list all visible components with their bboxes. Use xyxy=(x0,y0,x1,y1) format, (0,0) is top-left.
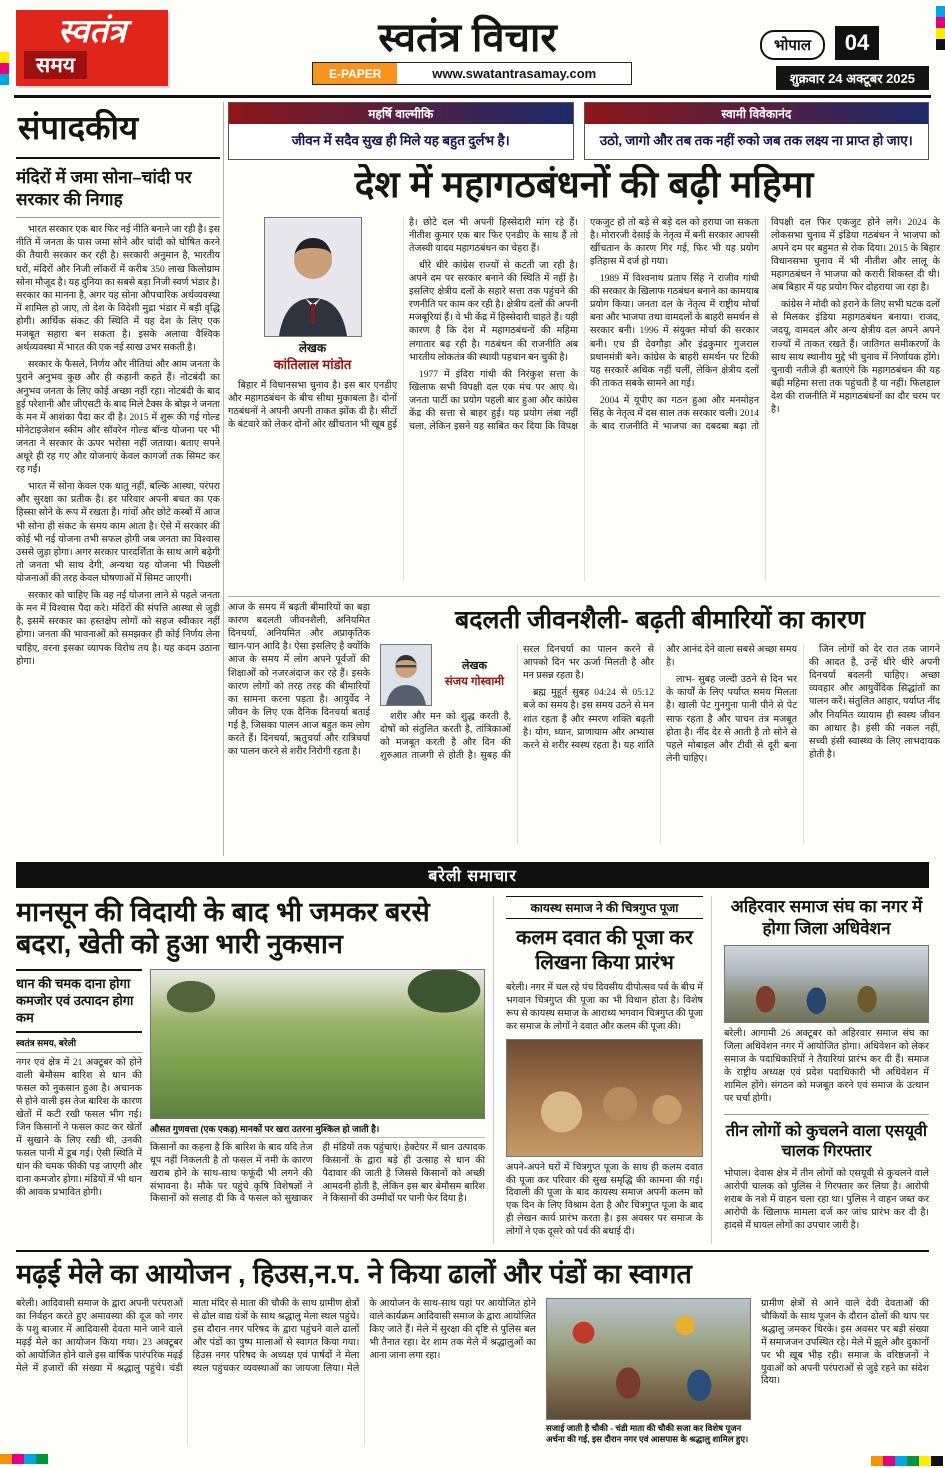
monsoon-body: किसानों का कहना है कि बारिश के बाद यदि तेज धूप नहीं निकलती है तो फसल में नमी के कारण खराब होने के साथ-साथ फफूंदी भी लगने की संभावना है। मौके पर पहुंचे कृषि विशेषज्ञों ने किसानों को सलाह दी कि वे फसल को सुखाकर ही मंडियों तक पहुंचाएं। हेक्टेयर में धान उत्पादक किसानों के द्वारा बड़े ही उत्साह से धान की पैदावार की जाती है जिससे किसानों को अच्छी आमदनी होती है, लेकिन इस बार बेमौसम बारिश ने किसानों की उम्मीदों पर पानी फेर दिया है। xyxy=(150,1142,485,1205)
quote-author: स्वामी विवेकानंद xyxy=(585,103,929,124)
epaper-badge xyxy=(312,62,632,85)
mela-body-left: बरेली। आदिवासी समाज के द्वारा अपनी परंपराओं का निर्वहन करते हुए अमावस्या की दूज को नगर के पशु बाजार में आदिवासी देवता माने जाने वाले मढ़ई मेले का आयोजन किया गया। 23 अक्टूबर को आयोजित होने वाले इस वार्षिक पारंपरिक मढ़ई मेले में हजारों की संख्या में श्रद्धालु पहुंचे। चंडी माता मंदिर से माता की चौकी के साथ ग्रामीण क्षेत्रों से ढोल वाद्य यंत्रों के साथ श्रद्धालु मेला स्थल पहुंचे। इस दौरान नगर परिषद के द्वारा पहुंचने वाले ढालों और पंडों का पुष्प मालाओं से स्वागत किया गया। हिउस नगर परिषद के अध्यक्ष एवं पार्षदों ने मेला स्थल पहुंचकर व्यवस्थाओं का जायजा लिया। मेले के आयोजन के साथ-साथ यहां पर आयोजित होने वाले कार्यक्रम आदिवासी समाज के द्वारा आयोजित किए जाते हैं। मेले में सुरक्षा की दृष्टि से पुलिस बल भी तैनात रहा। देर शाम तक मेले में श्रद्धालुओं का आना जाना लगा रहा। xyxy=(16,1299,536,1374)
editorial-section-title: संपादकीय xyxy=(16,102,220,159)
lead-paragraph: 1977 में इंदिरा गांधी की निरंकुश सत्ता के खिलाफ सभी विपक्षी दल एक मंच पर आए थे। जनता पार्टी का प्रयोग पहली बार हुआ और कांग्रेस केंद्र की सत्ता से बाहर हुई। यह प्रयोग लंबा नहीं चला, लेकिन इसने यह साबित कर दिया कि विपक्ष एकजुट हो तो बड़े से बड़े दल को हराया जा सकता है। मोरारजी देसाई के नेतृत्व में बनी सरकार आपसी खींचतान के कारण गिर गई, फिर भी यह प्रयोग इतिहास में दर्ज हो गया। xyxy=(409,217,759,433)
byline: स्वतंत्र समय, बरेली xyxy=(16,1033,142,1053)
author-name: संजय गोस्वामी xyxy=(444,675,505,688)
edition-badge: भोपाल xyxy=(760,30,825,60)
pooja-text: अपने-अपने घरों में चित्रगुप्त पूजा के साथ ही कलम दवात की पूजा कर परिवार की सुख समृद्धि की कामना की गई। दिवाली की पूजा के बाद कायस्थ समाज अपनी कलम को एक दिन के लिए विश्राम देता है और चित्रगुप्त पूजा के बाद ही लेखन कार्य प्रारंभ करता है। इस अवसर पर समाज के लोगों ने एक दूसरे को पर्व की बधाई दी। xyxy=(506,1162,703,1238)
page-number: 04 xyxy=(835,26,879,60)
lead-article xyxy=(228,164,940,588)
adhiveshan-headline: अहिरवार समाज संघ का नगर में होगा जिला अधिवेशन xyxy=(730,897,923,939)
quote-author: महर्षि वाल्मीकि xyxy=(229,103,573,124)
quote-card xyxy=(584,102,930,160)
editorial-paragraph: भारत में सोना केवल एक धातु नहीं, बल्कि आस्था, परंपरा और सुरक्षा का प्रतीक है। हर परिवार अपनी बचत का एक हिस्सा सोने के रूप में रखता है। गांवों और छोटे कस्बों में आज भी सोना ही संकट के समय काम आता है। ऐसे में सरकार की कोई भी नई योजना तभी सफल होगी जब जनता का विश्वास उससे जुड़ा होगा। अगर सरकार पारदर्शिता के साथ आगे बढ़ेगी तो जनता भी साथ देगी, अन्यथा यह योजना भी पिछली योजनाओं की तरह केवल घोषणाओं में सिमट जाएगी। xyxy=(16,482,220,585)
author-label: लेखक xyxy=(462,660,487,673)
photo-caption: औसत गुणवत्ता (एक एकड़) मानकों पर खरा उतरना मुश्किल हो जाती है। xyxy=(150,1119,485,1138)
editorial-body xyxy=(16,218,220,669)
masthead-logo xyxy=(16,10,168,86)
date-bar: शुक्रवार 24 अक्टूबर 2025 xyxy=(776,66,929,90)
monsoon-left-text: नगर एवं क्षेत्र में 21 अक्टूबर को होने वाली बेमौसम बारिश से धान की फसल को नुकसान हुआ है। अचानक से होने वाली इस तेज बारिश के कारण खेतों में कटी रखी फसल भीग गई। जिन किसानों ने फसल काट कर खेतों में सुखाने के लिए रखी थी, उनकी फसल पानी में डूब गई। ऐसी स्थिति में धान की चमक फीकी पड़ जाएगी और दाना कमजोर होगा। मंडियों में भी धान की आवक प्रभावित होगी। xyxy=(16,1058,142,1198)
epaper-url[interactable]: www.swatantrasamay.com xyxy=(432,66,597,81)
right-news-column xyxy=(724,896,929,1244)
lifestyle-body xyxy=(380,644,940,844)
quote-text: उठो, जागो और तब तक नहीं रुको जब तक लक्ष्य ना प्राप्त हो जाए। xyxy=(599,133,913,149)
pooja-kicker: कायस्थ समाज ने की चित्रगुप्त पूजा xyxy=(506,896,703,919)
lifestyle-paragraph: शरीर और मन को शुद्ध करती है, दोषों को संतुलित करती है, तांत्रिकाओं को मजबूत करती है और दिन की शुरुआत ताजगी से होती है। सुबह की सरल दिनचर्या का पालन करने से आपको दिन भर ऊर्जा मिलती है और मन प्रसन्न रहता है। xyxy=(380,645,654,762)
lead-paragraph: 2004 में यूपीए का गठन हुआ और मनमोहन सिंह के नेतृत्व में दस साल तक सरकार चली। 2014 के बाद राजनीति में भाजपा का दबदबा बढ़ा तो विपक्षी दल फिर एकजुट होने लगे। 2024 के लोकसभा चुनाव में इंडिया गठबंधन ने भाजपा को अपने दम पर बहुमत से रोक दिया। 2015 के बिहार विधानसभा चुनाव में भी नीतीश और लालू के महागठबंधन ने भाजपा को करारी शिकस्त दी थी। अब बिहार में यह प्रयोग फिर दोहराया जा रहा है। xyxy=(590,217,940,433)
suv-headline: तीन लोगों को कुचलने वाला एसयूवी चालक गिरफ्तार xyxy=(724,1114,929,1164)
author-label: लेखक xyxy=(298,340,327,355)
masthead-line1: स्वतंत्र xyxy=(57,12,127,49)
lead-author-photo xyxy=(264,217,362,337)
monsoon-headline: मानसून की विदायी के बाद भी जमकर बरसे बदरा, खेती को हुआ भारी नुकसान xyxy=(16,897,430,960)
lead-paragraph: कांग्रेस ने मोदी को हराने के लिए सभी घटक दलों से मिलकर इंडिया महागठबंधन बनाया। राजद, जदयू, वामदल और अन्य क्षेत्रीय दल अपने अपने राज्यों में ताकत रखते हैं। जातिगत समीकरणों के साथ साथ स्थानीय मुद्दे भी चुनाव में निर्णायक होंगे। चुनावी नतीजे ही बताएंगे कि महागठबंधन की यह बढ़ी महिमा सत्ता तक पहुंचती है या नहीं। फिलहाल देश की राजनीति में महागठबंधनों का दौर चरम पर है। xyxy=(771,300,940,416)
lead-author-box xyxy=(228,217,397,374)
lifestyle-headline: बदलती जीवनशैली- बढ़ती बीमारियों का कारण xyxy=(454,606,866,634)
lifestyle-paragraph: लाभ- सुबह जल्दी उठने से दिन भर के कार्यों के लिए पर्याप्त समय मिलता है। खाली पेट गुनगुना पानी पीने से पेट साफ रहता है और पाचन तंत्र मजबूत होता है। नींद देर से आती है तो सोने से पहले मोबाइल और टीवी से दूरी बना लेनी चाहिए। xyxy=(666,675,797,764)
registration-marks xyxy=(0,1454,48,1464)
lead-headline: देश में महागठबंधनों की बढ़ी महिमा xyxy=(354,164,814,205)
mela-body-right: ग्रामीण क्षेत्रों से आने वाले देवी देवताओं की चौकियों के साथ पूजन के दौरान ढोलों की थाप पर श्रद्धालु जमकर थिरके। इस अवसर पर बड़ी संख्या में समाजजन उपस्थित रहे। मेले में झूले और दुकानों पर भी खूब भीड़ रही। समाज के वरिष्ठजनों ने युवाओं को अपनी परंपराओं से जुड़े रहने का संदेश दिया। xyxy=(761,1299,929,1387)
mela-photo xyxy=(546,1298,751,1420)
pooja-article xyxy=(506,896,712,1244)
field-photo xyxy=(150,969,485,1119)
quote-card xyxy=(228,102,574,160)
paper-title: स्वतंत्र विचार xyxy=(378,16,557,60)
lifestyle-paragraph: जिन लोगों को देर रात तक जागने की आदत है, उन्हें धीरे धीरे अपनी दिनचर्या बदलनी चाहिए। अच्छा व्यवहार और आयुर्वेदिक सिद्धांतों का पालन करें। संतुलित आहार, पर्याप्त नींद और नियमित व्यायाम ही स्वस्थ जीवन का आधार है। हंसी की नकल नहीं, सच्ची हंसी स्वास्थ्य के लिए लाभदायक होती है। xyxy=(809,645,940,760)
lead-paragraph: धीरे धीरे कांग्रेस राज्यों से कटती जा रही है। अपने दम पर सरकार बनाने की स्थिति में नहीं है। इसलिए क्षेत्रीय दलों के सहारे सत्ता तक पहुंचने की रणनीति पर काम कर रही है। क्षेत्रीय दलों की अपनी मजबूरियां हैं। वे भी केंद्र में हिस्सेदारी चाहते हैं। यही कारण है कि देश में महागठबंधनों की महिमा लगातार बढ़ रही है। गठबंधन की राजनीति अब भारतीय लोकतंत्र की स्थायी पहचान बन चुकी है। xyxy=(409,260,578,363)
monsoon-article xyxy=(16,896,494,1244)
section-bar xyxy=(16,862,929,888)
mela-photo-caption: सजाई जाती है चौकी - चंडी माता की चौकी सजा कर विशेष पूजन अर्चना की गई, इस दौरान नगर एवं आसपास के श्रद्धालु शामिल हुए। xyxy=(546,1423,749,1445)
masthead-line2: समय xyxy=(24,51,87,79)
lead-paragraph: 1989 में विश्वनाथ प्रताप सिंह ने राजीव गांधी की सरकार के खिलाफ गठबंधन बनाने का कामयाब प्रयोग किया। जनता दल के नेतृत्व में राष्ट्रीय मोर्चा बना और भाजपा तथा वामदलों के बाहरी समर्थन से सरकार बनी। 1996 में संयुक्त मोर्चा की सरकार बनी। एच डी देवगौड़ा और इंद्रकुमार गुजराल प्रधानमंत्री बने। कांग्रेस के बाहरी समर्थन पर टिकी यह सरकारें अधिक नहीं चलीं, लेकिन क्षेत्रीय दलों की ताकत सबके सामने आ गई। xyxy=(590,273,759,389)
section-bar-title: बरेली समाचार xyxy=(428,868,517,885)
quote-text: जीवन में सदैव सुख ही मिले यह बहुत दुर्लभ है। xyxy=(291,133,510,149)
pooja-photo xyxy=(506,1039,703,1157)
editorial-paragraph: सरकार को चाहिए कि वह नई योजना लाने से पहले जनता के मन में विश्वास पैदा करे। मंदिरों की संपत्ति आस्था से जुड़ी है, इसमें सरकार का हस्तक्षेप लोगों को सहज स्वीकार नहीं होगा। जनता की भावनाओं को समझकर ही कोई निर्णय लेना चाहिए, वरना इसका व्यापक विरोध तय है। यह कदम उठाना होगा। xyxy=(16,591,220,667)
lifestyle-intro: आज के समय में बढ़ती बीमारियों का बड़ा कारण बदलती जीवनशैली, अनियमित दिनचर्या, अनियमित और अप्राकृतिक खान-पान आदि है। ऐसा इसलिए है क्योंकि आज के समय में लोग अपने पूर्वजों की शिक्षाओं को नजरअंदाज कर रहे हैं। इसके कारण लोगों को तरह तरह की बीमारियों का सामना करना पड़ता है। आयुर्वेद ने जीवन के लिए एक दैनिक दिनचर्या बताई गई है, जिसका पालन आज बहुत कम लोग करते हैं। दिनचर्या, ऋतुचर्या और रात्रिचर्या का पालन करने से शरीर निरोगी रहता है। xyxy=(228,603,370,758)
mela-article xyxy=(16,1250,929,1452)
monsoon-subhead: धान की चमक दाना होगा कमजोर एवं उत्पादन होगा कम xyxy=(16,969,142,1034)
mela-headline: मढ़ई मेले का आयोजन , हिउस,न.प. ने किया ढालों और पंडों का स्वागत xyxy=(16,1259,692,1289)
editorial-column xyxy=(16,102,220,858)
editorial-headline: मंदिरों में जमा सोना–चांदी पर सरकार की निगाह xyxy=(16,159,220,218)
lifestyle-article xyxy=(228,596,940,854)
registration-marks xyxy=(0,52,9,85)
lifestyle-author-box xyxy=(380,644,511,706)
column-divider xyxy=(223,102,224,856)
author-name: कांतिलाल मांडोत xyxy=(273,357,352,373)
lifestyle-paragraph: ब्रह्म मुहूर्त सुबह 04:24 से 05:12 बजे का समय है। इस समय उठने से मन शांत रहता है और स्मरण शक्ति बढ़ती है। योग, ध्यान, प्राणायाम और अभ्यास करने से शरीर स्वस्थ रहता है। यह शांति और आनंद देने वाला सबसे अच्छा समय है। xyxy=(523,645,797,751)
registration-marks xyxy=(936,6,945,50)
pooja-text: बरेली। नगर में चल रहे पंच दिवसीय दीपोत्सव पर्व के बीच में भगवान चित्रगुप्त की पूजा का भी विधान होता है। विशेष रूप से कायस्थ समाज के आराध्य भगवान चित्रगुप्त की पूजा कर समाज के लोगों ने दवात और कलम की पूजा की। xyxy=(506,983,703,1032)
lead-body xyxy=(228,217,940,581)
suv-text: भोपाल। देवास क्षेत्र में तीन लोगों को एसयूवी से कुचलने वाले आरोपी चालक को पुलिस ने गिरफ्तार कर लिया है। आरोपी शराब के नशे में वाहन चला रहा था। पुलिस ने वाहन जब्त कर आरोपी के खिलाफ मामला दर्ज कर जांच प्रारंभ कर दी है। हादसे में घायल लोगों का उपचार जारी है। xyxy=(724,1169,929,1231)
pooja-headline: कलम दवात की पूजा कर लिखना किया प्रारंभ xyxy=(516,927,693,974)
group-photo xyxy=(724,945,929,1023)
quotes-row xyxy=(228,102,929,160)
lifestyle-author-photo xyxy=(380,644,432,706)
lead-paragraph: बिहार में विधानसभा चुनाव है। इस बार एनडीए और महागठबंधन के बीच सीधा मुकाबला है। दोनों गठबंधनों ने अपनी अपनी ताकत झोंक दी है। सीटों के बंटवारे को लेकर दोनों ओर खींचतान भी खूब हुई है। छोटे दल भी अपनी हिस्सेदारी मांग रहे हैं। नीतीश कुमार एक बार फिर एनडीए के साथ हैं तो तेजस्वी यादव महागठबंधन का चेहरा हैं। xyxy=(228,217,578,431)
lower-news-block xyxy=(16,896,929,1244)
registration-marks xyxy=(871,1456,943,1466)
epaper-label: E-PAPER xyxy=(313,63,397,84)
editorial-paragraph: सरकार के फैसले, निर्णय और नीतियां और आम जनता के पुराने अनुभव कुछ और ही कहानी कहते हैं। नोटबंदी का अनुभव जनता के लिए कोई अच्छा नहीं रहा। नोटबंदी के बाद हुई परेशानी और जीएसटी के बाद मिले टैक्स के बोझ ने जनता के मन में आशंका पैदा कर दी है। 2015 में शुरू की गई गोल्ड मोनेटाइजेशन स्कीम और सॉवरेन गोल्ड बॉन्ड योजना पर भी जनता ने सरकार के ऊपर भरोसा नहीं जताया। बताए सपने अधूरे ही रह गए और योजनाएं केवल कागजों तक सिमट कर रह गईं। xyxy=(16,360,220,476)
header-divider xyxy=(14,95,931,98)
editorial-paragraph: भारत सरकार एक बार फिर नई नीति बनाने जा रही है। इस नीति में जनता के पास जमा सोने और चांदी को घोषित करने की तैयारी सरकार कर रही है। सरकारी अनुमान है, भारतीय घरों, मंदिरों और निजी लॉकरों में करीब 350 लाख किलोग्राम सोना मौजूद है। यह दुनिया का सबसे बड़ा निजी स्वर्ण भंडार है। सरकार का मानना है, अगर यह सोना औपचारिक अर्थव्यवस्था में शामिल हो जाए, तो देश के विदेशी मुद्रा भंडार में बड़ी वृद्धि होगी। आर्थिक संकट की स्थिति में यह देश के लिए एक मजबूत सहारा बन सकता है। इसके अलावा वैश्विक अर्थव्यवस्था में भारत की एक नई साख उभर सकती है। xyxy=(16,225,220,354)
adhiveshan-text: बरेली। आगामी 26 अक्टूबर को अहिरवार समाज संघ का जिला अधिवेशन नगर में आयोजित होगा। अधिवेशन को लेकर समाज के पदाधिकारियों ने तैयारियां प्रारंभ कर दी हैं। समाज के राष्ट्रीय अध्यक्ष एवं प्रदेश पदाधिकारी भी अधिवेशन में शामिल होंगे। संगठन को मजबूत करने एवं समाज के उत्थान पर चर्चा होगी। xyxy=(724,1029,929,1104)
